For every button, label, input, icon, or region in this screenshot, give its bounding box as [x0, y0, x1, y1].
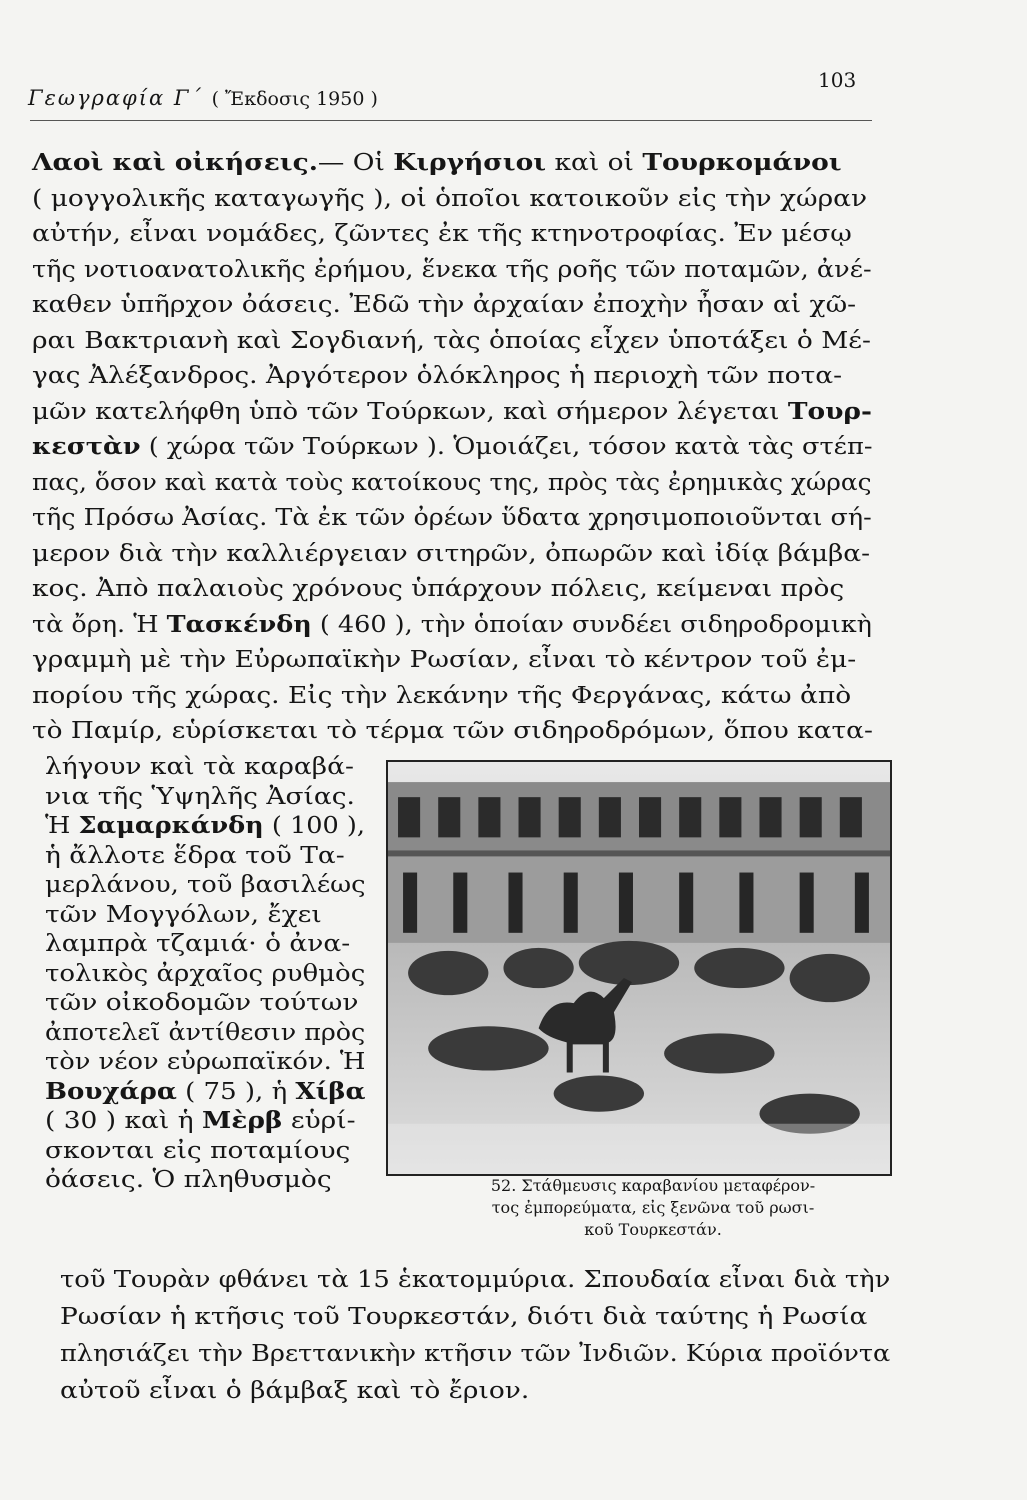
text-line	[45, 870, 366, 900]
text-run: λαμπρὰ τζαμιά· ὁ ἀνα-	[45, 931, 351, 957]
bold-term: Λαοὶ καὶ οἰκήσεις.	[32, 149, 318, 176]
text-run: ( 100 ),	[263, 813, 365, 839]
text-line	[45, 841, 345, 871]
text-line	[32, 432, 873, 462]
text-run: ἡ ἄλλοτε ἕδρα τοῦ Τα-	[45, 842, 345, 869]
text-line	[45, 1018, 365, 1048]
text-run: τῆς Πρόσω Ἀσίας. Τὰ ἐκ τῶν ὀρέων ὕδατα χρησιμοποιοῦνται σή-	[32, 505, 872, 531]
text-line	[32, 326, 871, 356]
text-line	[45, 1077, 365, 1107]
text-line	[32, 681, 851, 711]
text-line	[45, 1136, 350, 1166]
caption-line: 52. Στάθμευσις καραβανίου μεταφέρον-	[490, 1176, 816, 1195]
text-line	[32, 184, 867, 214]
text-run: πας, ὅσον καὶ κατὰ τοὺς κατοίκους της, πρὸς τὰς ἐρημικὰς χώρας	[32, 469, 872, 496]
text-run: ( 460 ), τὴν ὁποίαν συνδέει σιδηροδρομικὴ	[311, 611, 872, 638]
text-line	[32, 503, 872, 533]
text-run: πλησιάζει τὴν Βρεττανικὴν κτῆσιν τῶν Ἰνδιῶν. Κύρια προϊόντα	[60, 1341, 891, 1367]
page-number: 103	[818, 68, 857, 92]
text-line	[32, 716, 873, 746]
text-run: ( 30 ) καὶ ἡ	[45, 1108, 202, 1134]
text-line	[32, 219, 852, 249]
text-run: ὀάσεις. Ὁ πληθυσμὸς	[45, 1167, 332, 1193]
text-line	[45, 1106, 356, 1136]
text-run: καὶ οἱ	[546, 150, 643, 176]
bold-term: Μὲρβ	[201, 1107, 283, 1134]
text-line	[45, 811, 365, 841]
text-run: ( 75 ), ἡ	[176, 1078, 296, 1105]
text-run: εὑρί-	[282, 1108, 356, 1134]
text-run: γας Ἀλέξανδρος. Ἀργότερον ὁλόκληρος ἡ περιοχὴ τῶν ποτα-	[32, 363, 843, 389]
text-run: τῶν οἰκοδομῶν τούτων	[45, 990, 359, 1016]
caption-line: τος ἐμπορεύματα, εἰς ξενῶνα τοῦ ρωσι-	[491, 1198, 815, 1217]
text-run: μερον διὰ τὴν καλλιέργειαν σιτηρῶν, ὀπωρῶν καὶ ἰδίᾳ βάμβα-	[32, 540, 871, 567]
text-run: αὐτοῦ εἶναι ὁ βάμβαξ καὶ τὸ ἔριον.	[60, 1378, 530, 1404]
text-line	[45, 782, 355, 812]
bold-term: Τουρκομάνοι	[642, 149, 842, 176]
text-line	[45, 959, 365, 989]
text-run: ( μογγολικῆς καταγωγῆς ), οἱ ὁποῖοι κατοικοῦν εἰς τὴν χώραν	[32, 185, 868, 212]
text-line	[32, 574, 844, 604]
text-line	[32, 468, 872, 498]
text-line	[32, 645, 856, 675]
text-line	[32, 610, 872, 640]
text-line	[32, 290, 856, 320]
text-run: τὸ Παμίρ, εὑρίσκεται τὸ τέρμα τῶν σιδηροδρόμων, ὅπου κατα-	[32, 718, 873, 744]
text-run: καθεν ὑπῆρχον ὀάσεις. Ἐδῶ τὴν ἀρχαίαν ἐποχὴν ἦσαν αἱ χῶ-	[32, 292, 857, 318]
text-line	[45, 988, 358, 1018]
text-run: τοῦ Τουρὰν φθάνει τὰ 15 ἑκατομμύρια. Σπουδαία εἶναι διὰ τὴν	[60, 1267, 891, 1293]
bold-term: Κιργήσιοι	[393, 149, 547, 176]
text-line	[45, 1047, 365, 1077]
caravan-photograph	[386, 760, 892, 1176]
text-line	[32, 539, 870, 569]
text-line	[45, 900, 322, 930]
text-run: ραι Βακτριανὴ καὶ Σογδιανή, τὰς ὁποίας εἶχεν ὑποτάξει ὁ Μέ-	[32, 327, 871, 354]
bold-term: Βουχάρα	[45, 1077, 177, 1105]
caption-line: κοῦ Τουρκεστάν.	[584, 1220, 722, 1239]
text-run: αὐτήν, εἶναι νομάδες, ζῶντες ἐκ τῆς κτηνοτροφίας. Ἐν μέσῳ	[32, 221, 852, 247]
text-run: τὸν νέον εὐρωπαϊκόν. Ἡ	[45, 1049, 366, 1075]
bold-term: Τασκένδη	[166, 610, 312, 638]
text-run: Ἡ	[45, 813, 79, 839]
bold-term: Χίβα	[295, 1077, 366, 1105]
edition-label: ( Ἔκδοσις 1950 )	[211, 88, 378, 110]
text-line	[32, 397, 872, 427]
header-rule	[30, 120, 872, 121]
bold-term: κεστὰν	[32, 433, 141, 460]
text-run: τῆς νοτιοανατολικῆς ἐρήμου, ἕνεκα τῆς ροῆς τῶν ποταμῶν, ἀνέ-	[32, 256, 872, 283]
text-run: ( χώρα τῶν Τούρκων ). Ὁμοιάζει, τόσον κατὰ τὰς στέπ-	[140, 434, 873, 460]
bold-term: Τουρ-	[787, 397, 872, 425]
text-run: τολικὸς ἀρχαῖος ρυθμὸς	[45, 960, 366, 987]
text-run: — Οἱ	[317, 150, 394, 176]
text-line	[32, 148, 842, 178]
text-run: πορίου τῆς χώρας. Εἰς τὴν λεκάνην τῆς Φεργάνας, κάτω ἀπὸ	[32, 682, 852, 709]
text-line	[32, 255, 872, 285]
text-run: σκονται εἰς ποταμίους	[45, 1137, 351, 1164]
text-line	[60, 1265, 890, 1295]
running-title: Γεωγραφία Γ΄	[28, 86, 203, 110]
text-line	[45, 929, 350, 959]
text-line	[45, 752, 354, 782]
text-line	[32, 361, 842, 391]
text-run: μῶν κατελήφθη ὑπὸ τῶν Τούρκων, καὶ σήμερον λέγεται	[32, 398, 788, 425]
text-run: κος. Ἀπὸ παλαιοὺς χρόνους ὑπάρχουν πόλεις, κείμεναι πρὸς	[32, 576, 845, 602]
text-line	[60, 1376, 529, 1406]
text-line	[60, 1302, 867, 1332]
text-run: λήγουν καὶ τὰ καραβά-	[45, 754, 354, 780]
text-line	[60, 1339, 890, 1369]
text-run: τὰ ὄρη. Ἡ	[32, 611, 167, 638]
text-line	[45, 1165, 332, 1195]
text-run: τῶν Μογγόλων, ἔχει	[45, 901, 322, 928]
text-run: νια τῆς Ὑψηλῆς Ἀσίας.	[45, 783, 355, 810]
figure-caption	[408, 1175, 898, 1241]
bold-term: Σαμαρκάνδη	[78, 812, 264, 839]
text-run: μερλάνου, τοῦ βασιλέως	[45, 872, 366, 898]
text-run: ἀποτελεῖ ἀντίθεσιν πρὸς	[45, 1019, 366, 1046]
running-header	[28, 86, 378, 110]
text-run: γραμμὴ μὲ τὴν Εὐρωπαϊκὴν Ρωσίαν, εἶναι τὸ κέντρον τοῦ ἐμ-	[32, 647, 857, 673]
text-run: Ρωσίαν ἡ κτῆσις τοῦ Τουρκεστάν, διότι διὰ ταύτης ἡ Ρωσία	[60, 1304, 868, 1330]
